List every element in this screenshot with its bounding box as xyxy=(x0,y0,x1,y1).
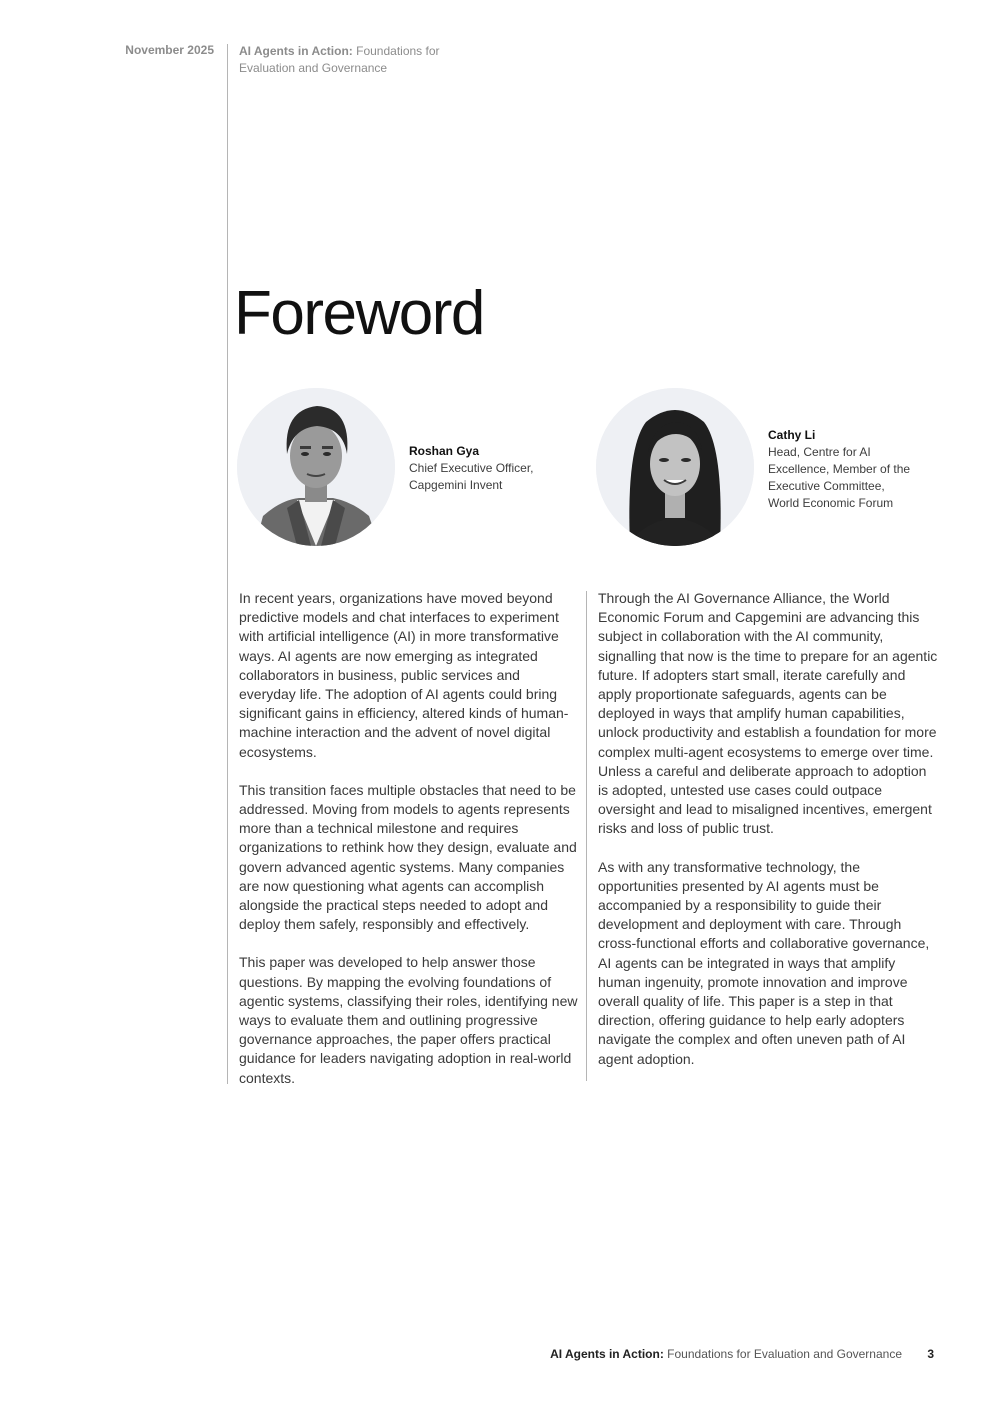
body-column-left xyxy=(239,589,579,1107)
footer-title-rest: Foundations for Evaluation and Governance xyxy=(663,1347,902,1361)
author-bio-cathy-li xyxy=(768,427,918,512)
header-report-title xyxy=(239,43,459,77)
body-paragraph: Through the AI Governance Alliance, the World Economic Forum and Capgemini are advancing this subject in collaboration with the AI community, signalling that now is the time to prepare for an agentic future. If adopters start small, iterate carefully and apply proportionate safeguards, agents can be deployed in ways that amplify human capabilities, unlock productivity and establish a foundation for more complex multi-agent ecosystems to emerge over time. Unless a careful and deliberate approach to adoption is adopted, untested use cases could outpace oversight and lead to misaligned incentives, emergent risks and loss of public trust. xyxy=(598,590,938,837)
author-name: Roshan Gya xyxy=(409,444,480,458)
author-role: Chief Executive Officer, Capgemini Invent xyxy=(409,461,534,492)
header-vertical-rule xyxy=(227,44,228,1084)
header-title-bold: AI Agents in Action: xyxy=(239,44,353,58)
author-portrait-roshan-gya xyxy=(237,388,395,546)
body-paragraph: This transition faces multiple obstacles that need to be addressed. Moving from models to agents represents more than a technical milestone and requires organizations to rethink how they design, evaluate and govern advanced agentic systems. Many companies are now questioning what agents can accomplish alongside the practical steps needed to adopt and deploy them safely, responsibly and effectively. xyxy=(239,781,577,933)
body-paragraph: This paper was developed to help answer those questions. By mapping the evolving foundations of agentic systems, classifying their roles, identifying new ways to evaluate them and outlining progressive governance approaches, the paper offers practical guidance for leaders navigating adoption in real-world contexts. xyxy=(239,954,578,1086)
author-role: Head, Centre for AI Excellence, Member of the Executive Committee, World Economic Forum xyxy=(768,445,911,510)
column-divider xyxy=(586,591,587,1081)
author-portrait-cathy-li xyxy=(596,388,754,546)
footer-title-bold: AI Agents in Action: xyxy=(550,1347,664,1361)
author-name: Cathy Li xyxy=(768,428,816,442)
body-column-right xyxy=(598,589,938,1088)
header-date: November 2025 xyxy=(125,43,214,57)
page-number: 3 xyxy=(927,1347,934,1361)
header-title-rest: Foundations for Evaluation and Governance xyxy=(239,44,440,75)
body-paragraph: As with any transformative technology, the opportunities presented by AI agents must be accompanied by a responsibility to guide their development and deployment with care. Through cross-functional efforts and collaborative governance, AI agents can be integrated in ways that amplify human ingenuity, promote innovation and improve overall quality of life. This paper is a step in that direction, offering guidance to help early adopters navigate the complex and often uneven path of AI agent adoption. xyxy=(598,858,930,1067)
page-title: Foreword xyxy=(234,279,484,348)
author-bio-roshan-gya xyxy=(409,443,559,494)
footer-report-title xyxy=(400,1347,902,1361)
body-paragraph: In recent years, organizations have moved beyond predictive models and chat interfaces to experiment with artificial intelligence (AI) in more transformative ways. AI agents are now emerging as integrated collaborators in business, public services and everyday life. The adoption of AI agents could bring significant gains in efficiency, altered kinds of human-machine interaction and the advent of novel digital ecosystems. xyxy=(239,590,569,760)
